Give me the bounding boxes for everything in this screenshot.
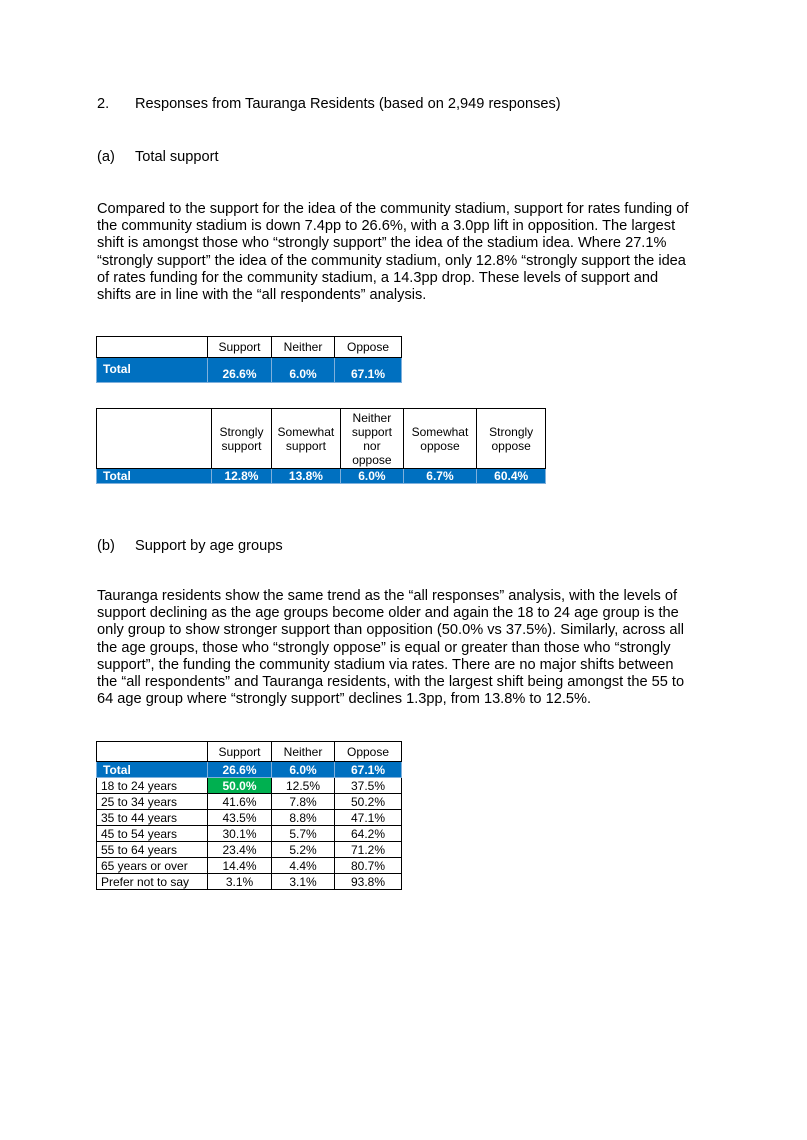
table-header-row [97,337,402,358]
support-value: 43.5% [208,810,272,826]
total-oppose-value: 67.1% [335,358,402,383]
paragraph-line: shifts are in line with the “all respondents” analysis. [97,287,427,304]
support-value: 14.4% [208,858,272,874]
age-group-table [96,741,402,890]
paragraph-line: “strongly support” the idea of the community stadium, only 12.8% “strongly support the idea [97,252,686,269]
neither-value: 3.1% [272,874,335,890]
header-neither: Neither support nor oppose [341,409,403,469]
support-value: 30.1% [208,826,272,842]
total-neither-value: 6.0% [272,358,335,383]
oppose-value: 37.5% [335,778,402,794]
section-title: Responses from Tauranga Residents (based on 2,949 responses) [135,96,561,112]
header-support: Support [208,742,272,762]
neither-value: 8.8% [272,810,335,826]
part-b-label: (b) [97,538,115,554]
table-corner-cell [97,337,208,358]
total-support-value: 26.6% [208,762,272,778]
total-somewhat-support: 13.8% [271,469,341,484]
support-value: 3.1% [208,874,272,890]
section-number: 2. [97,96,110,112]
age-group-label: 45 to 54 years [97,826,208,842]
table-header-row [97,742,402,762]
table-row [97,858,402,874]
paragraph-line: support”, the funding the community stadium via rates. There are no major shifts between [97,656,674,673]
header-oppose: Oppose [335,742,402,762]
header-somewhat-oppose: Somewhat oppose [403,409,477,469]
total-row [97,762,402,778]
part-a-label: (a) [97,149,115,165]
oppose-value: 50.2% [335,794,402,810]
header-neither: Neither [272,337,335,358]
age-group-label: 18 to 24 years [97,778,208,794]
total-row [97,358,402,383]
oppose-value: 64.2% [335,826,402,842]
paragraph-line: Compared to the support for the idea of the community stadium, support for rates funding of [97,201,689,217]
paragraph-line: the community stadium is down 7.4pp to 26.6%, with a 3.0pp lift in opposition. The largest [97,218,676,235]
total-support-value: 26.6% [208,358,272,383]
part-b-title: Support by age groups [135,538,283,554]
neither-value: 4.4% [272,858,335,874]
header-strongly-oppose: Strongly oppose [477,409,546,469]
table-row [97,826,402,842]
total-label: Total [97,358,208,383]
total-label: Total [97,762,208,778]
table-row [97,778,402,794]
age-group-label: 55 to 64 years [97,842,208,858]
total-label: Total [97,469,212,484]
detailed-support-table [96,408,546,484]
table-header-row [97,409,546,469]
header-neither: Neither [272,742,335,762]
total-neither-value: 6.0% [272,762,335,778]
oppose-value: 80.7% [335,858,402,874]
table-row [97,810,402,826]
support-value: 41.6% [208,794,272,810]
age-group-label: 65 years or over [97,858,208,874]
paragraph-line: the “all respondents” and Tauranga residents, with the largest shift being amongst the 55 to [97,674,685,691]
table-row [97,842,402,858]
age-group-label: Prefer not to say [97,874,208,890]
total-neither: 6.0% [341,469,403,484]
header-somewhat-support: Somewhat support [271,409,341,469]
neither-value: 7.8% [272,794,335,810]
table-corner-cell [97,409,212,469]
age-group-label: 25 to 34 years [97,794,208,810]
paragraph-line: the age groups, those who “strongly oppose” is equal or greater than those who “strongly [97,639,671,656]
total-strongly-oppose: 60.4% [477,469,546,484]
table-corner-cell [97,742,208,762]
total-somewhat-oppose: 6.7% [403,469,477,484]
neither-value: 12.5% [272,778,335,794]
total-strongly-support: 12.8% [212,469,271,484]
header-oppose: Oppose [335,337,402,358]
neither-value: 5.7% [272,826,335,842]
total-support-table [96,336,402,383]
support-value-highlighted: 50.0% [208,778,272,794]
oppose-value: 93.8% [335,874,402,890]
age-group-label: 35 to 44 years [97,810,208,826]
total-row [97,469,546,484]
header-strongly-support: Strongly support [212,409,271,469]
paragraph-line: Tauranga residents show the same trend as the “all responses” analysis, with the levels of [97,588,677,604]
oppose-value: 47.1% [335,810,402,826]
oppose-value: 71.2% [335,842,402,858]
table-row [97,794,402,810]
part-b-paragraph [97,588,737,708]
neither-value: 5.2% [272,842,335,858]
part-a-paragraph [97,201,737,304]
header-support: Support [208,337,272,358]
support-value: 23.4% [208,842,272,858]
paragraph-line: 64 age group where “strongly support” declines 1.3pp, from 13.8% to 12.5%. [97,691,592,708]
paragraph-line: support declining as the age groups become older and again the 18 to 24 age group is the [97,605,679,622]
total-oppose-value: 67.1% [335,762,402,778]
paragraph-line: only group to show stronger support than opposition (50.0% vs 37.5%). Similarly, across all [97,622,685,639]
paragraph-line: of rates funding for the community stadium, a 14.3pp drop. These levels of support and [97,269,659,286]
paragraph-line: shift is amongst those who “strongly support” the idea of the stadium idea. Where 27.1% [97,235,667,252]
table-row [97,874,402,890]
part-a-title: Total support [135,149,219,165]
